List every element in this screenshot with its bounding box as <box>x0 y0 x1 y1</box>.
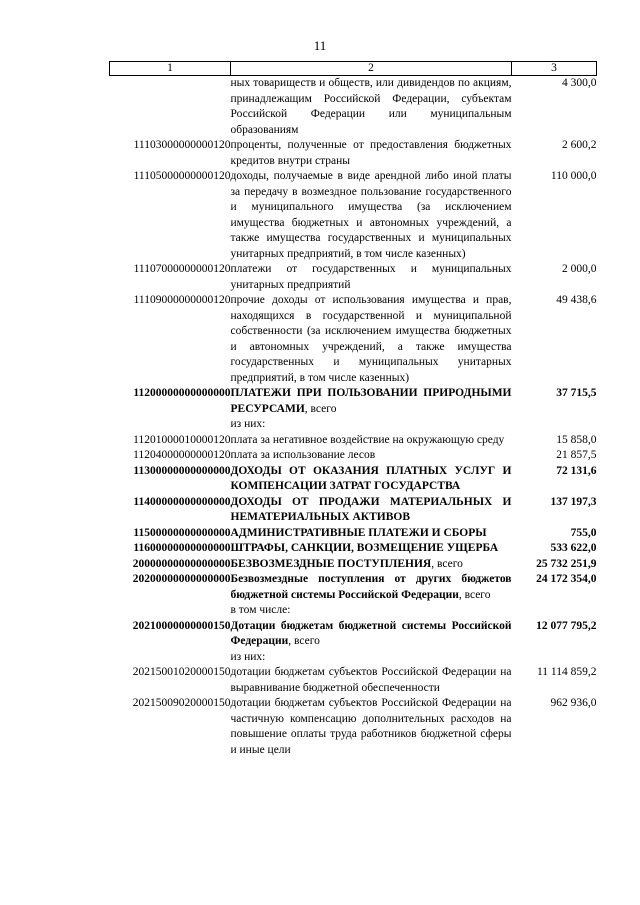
row-amount: 21 857,5 <box>556 449 597 461</box>
row-description-text: Безвозмездные поступления от других бюджетов бюджетной системы Российской Федерации <box>230 573 512 601</box>
row-code: 20215009020000150 <box>132 697 231 709</box>
row-description <box>231 557 512 573</box>
row-amount: 2 000,0 <box>562 263 597 275</box>
table-row <box>110 293 597 386</box>
row-description-text: ДОХОДЫ ОТ ОКАЗАНИЯ ПЛАТНЫХ УСЛУГ И КОМПЕНСАЦИИ ЗАТРАТ ГОСУДАРСТВА <box>230 464 512 492</box>
row-description-text: БЕЗВОЗМЕЗДНЫЕ ПОСТУПЛЕНИЯ <box>230 557 432 570</box>
column-header-name: 2 <box>231 62 512 76</box>
table-row <box>110 448 597 464</box>
row-code: 11105000000000120 <box>133 170 231 182</box>
row-amount: 37 715,5 <box>556 387 597 399</box>
table-row <box>110 169 597 262</box>
row-code <box>110 76 231 139</box>
row-description-text: плата за негативное воздействие на окружающую среду <box>230 433 505 446</box>
row-description <box>231 526 512 542</box>
row-description <box>231 386 512 417</box>
row-code: 20000000000000000 <box>132 557 231 570</box>
row-description-text: из них: <box>230 650 266 663</box>
row-description <box>231 433 512 449</box>
row-code: 11500000000000000 <box>133 526 231 539</box>
row-amount: 137 197,3 <box>550 495 597 508</box>
row-description-text: ШТРАФЫ, САНКЦИИ, ВОЗМЕЩЕНИЕ УЩЕРБА <box>230 542 499 554</box>
row-code: 11204000000000120 <box>133 449 231 461</box>
row-code: 11300000000000000 <box>133 464 231 477</box>
column-header-amount: 3 <box>512 62 597 76</box>
row-code: 11600000000000000 <box>133 542 231 554</box>
row-amount <box>512 603 597 619</box>
row-description <box>231 541 512 557</box>
row-description-suffix: , всего <box>304 402 337 415</box>
row-amount: 962 936,0 <box>550 697 597 709</box>
table-row <box>110 76 597 139</box>
row-code <box>110 603 231 619</box>
row-description-suffix: , всего <box>288 635 320 647</box>
row-code: 20210000000000150 <box>132 619 231 632</box>
row-description <box>231 448 512 464</box>
row-description <box>231 619 512 650</box>
table-row <box>110 650 597 666</box>
row-description-text: ПЛАТЕЖИ ПРИ ПОЛЬЗОВАНИИ ПРИРОДНЫМИ РЕСУРСАМИ <box>230 387 512 415</box>
table-row <box>110 665 597 696</box>
row-amount: 25 732 251,9 <box>536 557 597 570</box>
table-row <box>110 619 597 650</box>
row-code: 11109000000000120 <box>133 294 231 306</box>
row-code: 11201000010000120 <box>133 433 231 446</box>
column-header-code: 1 <box>110 62 231 76</box>
row-description-text: из них: <box>230 418 266 430</box>
row-description-text: прочие доходы от использования имущества и прав, находящихся в государственной и муниципальной собственности (за исключением имущества бюджетных и автономных учреждений, а также имущества государственных и муниципальных унитарных предприятий, в том числе казенных) <box>230 294 512 384</box>
table-row <box>110 557 597 573</box>
row-code: 11200000000000000 <box>133 387 231 399</box>
row-amount <box>512 650 597 666</box>
row-code <box>110 417 231 433</box>
table-row <box>110 696 597 758</box>
row-code: 20200000000000000 <box>132 573 231 585</box>
row-amount: 12 077 795,2 <box>536 619 597 632</box>
row-amount: 72 131,6 <box>556 464 597 477</box>
table-row <box>110 262 597 293</box>
table-row <box>110 603 597 619</box>
page-number: 11 <box>313 38 327 53</box>
row-description-text: дотации бюджетам субъектов Российской Федерации на выравнивание бюджетной обеспеченности <box>230 666 512 694</box>
row-amount: 110 000,0 <box>550 170 597 182</box>
row-description <box>231 464 512 495</box>
row-amount <box>512 417 597 433</box>
row-amount: 755,0 <box>570 526 597 539</box>
row-code: 11400000000000000 <box>133 495 231 508</box>
row-description <box>231 603 512 619</box>
row-amount: 49 438,6 <box>556 294 597 306</box>
row-description-text: плата за использование лесов <box>230 449 376 461</box>
table-row <box>110 417 597 433</box>
row-description-text: в том числе: <box>230 604 291 616</box>
row-code <box>110 650 231 666</box>
row-description <box>231 169 512 262</box>
row-description <box>231 665 512 696</box>
table-row <box>110 526 597 542</box>
row-description-text: Дотации бюджетам бюджетной системы Российской Федерации <box>230 619 512 647</box>
row-description <box>231 262 512 293</box>
row-code: 20215001020000150 <box>132 666 231 678</box>
row-description <box>231 572 512 603</box>
row-description <box>231 76 512 139</box>
row-description <box>231 138 512 169</box>
row-amount: 24 172 354,0 <box>536 573 597 585</box>
row-amount: 4 300,0 <box>562 77 597 89</box>
row-code: 11107000000000120 <box>133 263 231 275</box>
row-description <box>231 650 512 666</box>
row-amount: 15 858,0 <box>556 433 597 446</box>
row-code: 11103000000000120 <box>133 139 231 151</box>
table-row <box>110 464 597 495</box>
row-description-suffix: , всего <box>458 588 491 601</box>
table-row <box>110 138 597 169</box>
row-description <box>231 495 512 526</box>
budget-revenue-table <box>109 61 597 758</box>
table-row <box>110 541 597 557</box>
row-description-text: ных товариществ и обществ, или дивидендов по акциям, принадлежащим Российской Федерации, субъектам Российской Федерации или муниципальным образованиям <box>230 77 512 136</box>
row-amount: 11 114 859,2 <box>536 666 597 678</box>
table-row <box>110 495 597 526</box>
row-description-text: доходы, получаемые в виде арендной либо иной платы за передачу в возмездное пользование государственного и муниципального имущества (за исключением имущества бюджетных и автономных учреждений, а также имущества государственных и муниципальных унитарных предприятий, в том числе казенных) <box>230 170 512 260</box>
row-description-text: проценты, полученные от предоставления бюджетных кредитов внутри страны <box>230 139 512 167</box>
row-description-text: АДМИНИСТРАТИВНЫЕ ПЛАТЕЖИ И СБОРЫ <box>230 526 487 539</box>
table-header-row <box>110 62 597 76</box>
row-description-text: ДОХОДЫ ОТ ПРОДАЖИ МАТЕРИАЛЬНЫХ И НЕМАТЕРИАЛЬНЫХ АКТИВОВ <box>230 495 512 523</box>
row-description <box>231 417 512 433</box>
row-description-text: платежи от государственных и муниципальных унитарных предприятий <box>230 263 512 291</box>
table-row <box>110 433 597 449</box>
table-row <box>110 572 597 603</box>
row-amount: 2 600,2 <box>562 139 597 151</box>
row-description-suffix: , всего <box>431 557 463 570</box>
table-row <box>110 386 597 417</box>
row-amount: 533 622,0 <box>550 542 597 554</box>
row-description <box>231 293 512 386</box>
row-description <box>231 696 512 758</box>
row-description-text: дотации бюджетам субъектов Российской Федерации на частичную компенсацию дополнительных расходов на повышение оплаты труда работников бюджетной сферы и иные цели <box>230 697 512 756</box>
